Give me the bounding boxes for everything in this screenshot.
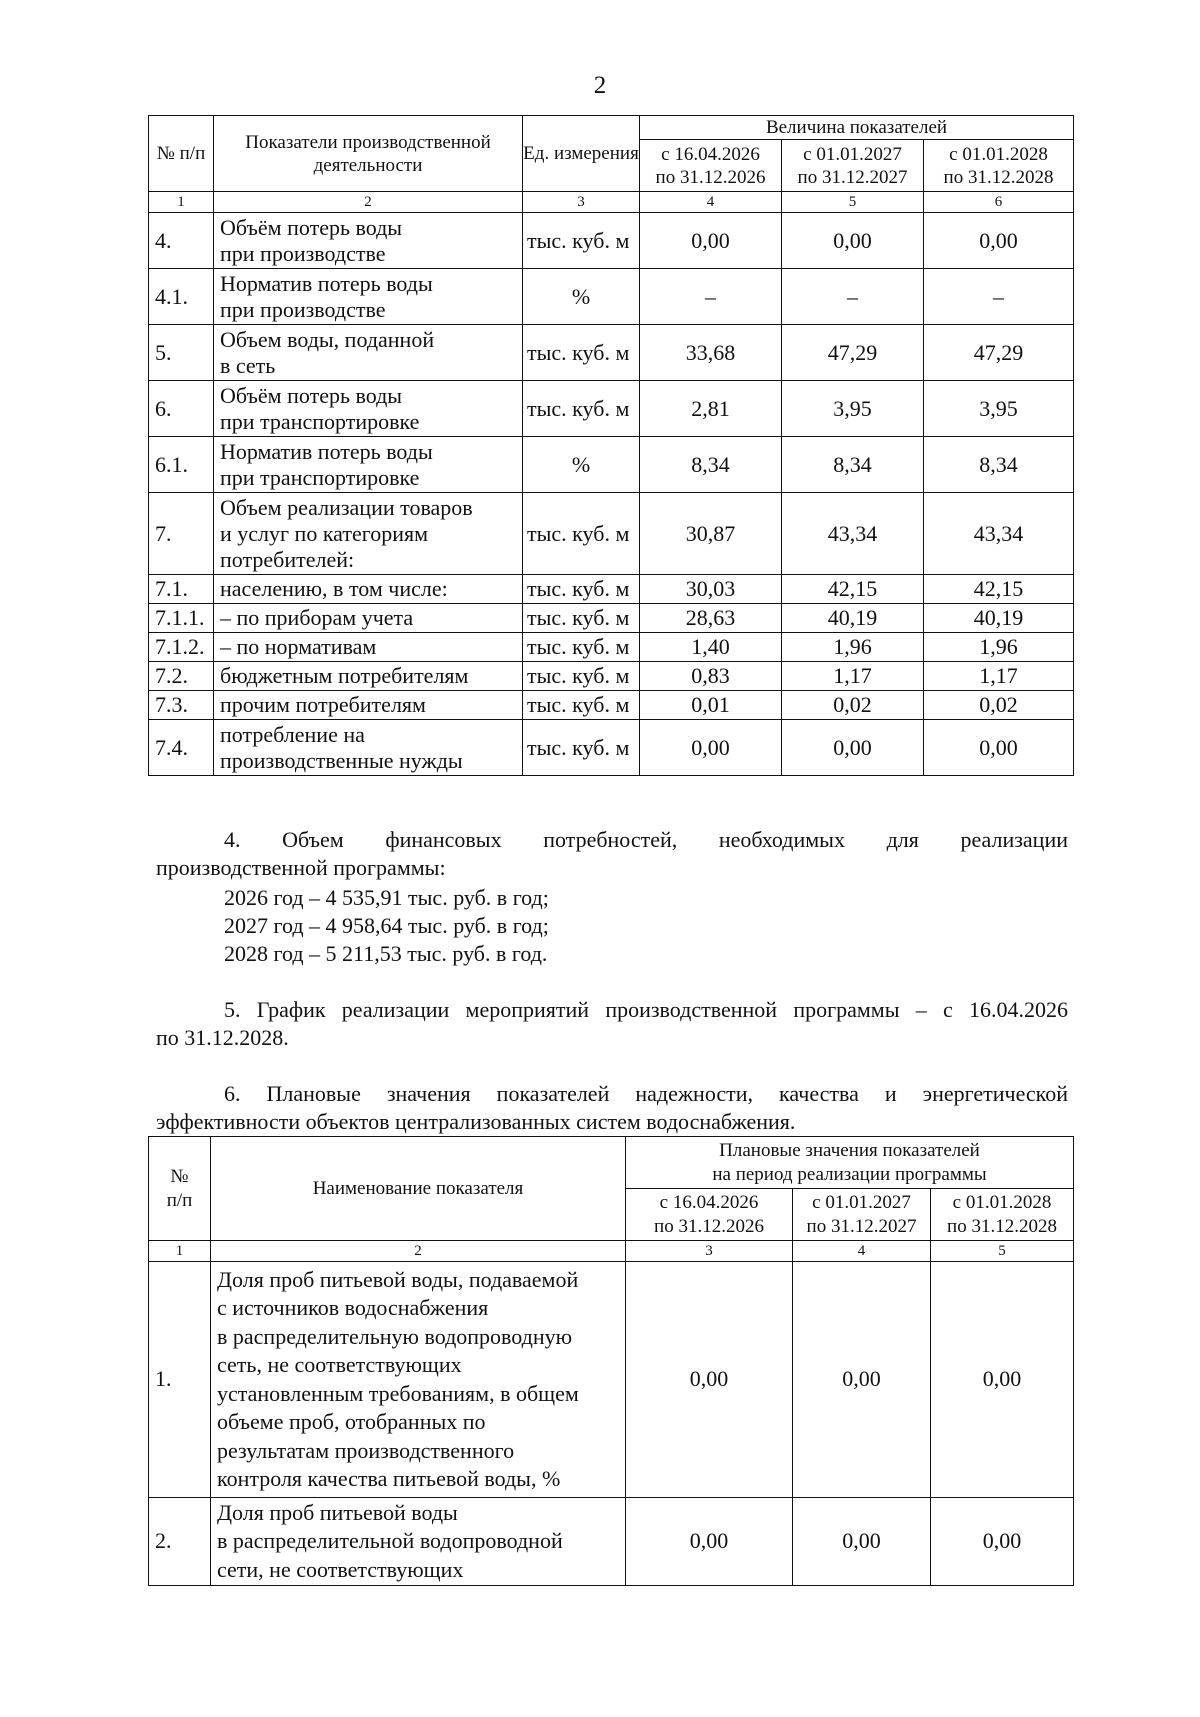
table-row: 2. Доля проб питьевой воды в распределительной водопроводной сети, не соответствующих 0,00 0,00 0,00 [149,1498,1074,1586]
section6-line1: 6. Плановые значения показателей надежности, качества и энергетической [224,1081,1068,1106]
page-number: 2 [593,72,607,99]
section5-line1: 5. График реализации мероприятий производственной программы – с 16.04.2026 [224,997,1068,1022]
section6-line2: эффективности объектов централизованных систем водоснабжения. [156,1109,796,1134]
period-header: с 01.01.2027 по 31.12.2027 [782,140,924,192]
table-row: 7.1.1. – по приборам учета тыс. куб. м 28,63 40,19 40,19 [149,604,1074,633]
col-header-group: Величина показателей [640,116,1074,140]
col-header-indicator: Показатели производственной деятельности [214,116,523,192]
col-header-num: № п/п [149,1137,211,1241]
table-row: 7.1.2. – по нормативам тыс. куб. м 1,40 1,96 1,96 [149,633,1074,662]
period-header: с 16.04.2026 по 31.12.2026 [640,140,782,192]
section4-title-line2: производственной программы: [156,855,446,880]
period-header: с 01.01.2028 по 31.12.2028 [931,1189,1074,1241]
col-header-name: Наименование показателя [211,1137,626,1241]
production-indicators-table [148,115,1074,776]
column-number-row: 1 2 3 4 5 [149,1241,1074,1262]
table-row: 7. Объем реализации товаров и услуг по категориям потребителей: тыс. куб. м 30,87 43,34 43,34 [149,493,1074,575]
section4-year-2028: 2028 год – 5 211,53 тыс. руб. в год. [224,941,548,966]
reliability-indicators-table [148,1136,1074,1586]
table-row: 4.1. Норматив потерь воды при производстве % – – – [149,269,1074,325]
table-row: 1. Доля проб питьевой воды, подаваемой с источников водоснабжения в распределительную водопроводную сеть, не соответствующих установленным требованиям, в общем объеме проб, отобранных по результатам производственного контроля качества питьевой воды, % 0,00 0,00 0,00 [149,1262,1074,1498]
col-header-group: Плановые значения показателей на период реализации программы [626,1137,1074,1189]
table-row: 7.4. потребление на производственные нужды тыс. куб. м 0,00 0,00 0,00 [149,720,1074,776]
section4-year-2026: 2026 год – 4 535,91 тыс. руб. в год; [224,885,549,910]
table-row: 7.3. прочим потребителям тыс. куб. м 0,01 0,02 0,02 [149,691,1074,720]
col-header-num: № п/п [149,116,214,192]
table-row: 7.1. населению, в том числе: тыс. куб. м 30,03 42,15 42,15 [149,575,1074,604]
table-row: 6.1. Норматив потерь воды при транспортировке % 8,34 8,34 8,34 [149,437,1074,493]
col-header-unit: Ед. измерения [523,116,640,192]
section4-year-2027: 2027 год – 4 958,64 тыс. руб. в год; [224,913,549,938]
period-header: с 01.01.2028 по 31.12.2028 [924,140,1074,192]
table-row: 7.2. бюджетным потребителям тыс. куб. м 0,83 1,17 1,17 [149,662,1074,691]
period-header: с 16.04.2026 по 31.12.2026 [626,1189,793,1241]
table-row: 6. Объём потерь воды при транспортировке тыс. куб. м 2,81 3,95 3,95 [149,381,1074,437]
column-number-row: 1 2 3 4 5 6 [149,192,1074,213]
table-row: 5. Объем воды, поданной в сеть тыс. куб. м 33,68 47,29 47,29 [149,325,1074,381]
section4-title-line1: 4. Объем финансовых потребностей, необходимых для реализации [224,827,1068,852]
table-row: 4. Объём потерь воды при производстве тыс. куб. м 0,00 0,00 0,00 [149,213,1074,269]
period-header: с 01.01.2027 по 31.12.2027 [793,1189,931,1241]
section5-line2: по 31.12.2028. [156,1025,289,1050]
